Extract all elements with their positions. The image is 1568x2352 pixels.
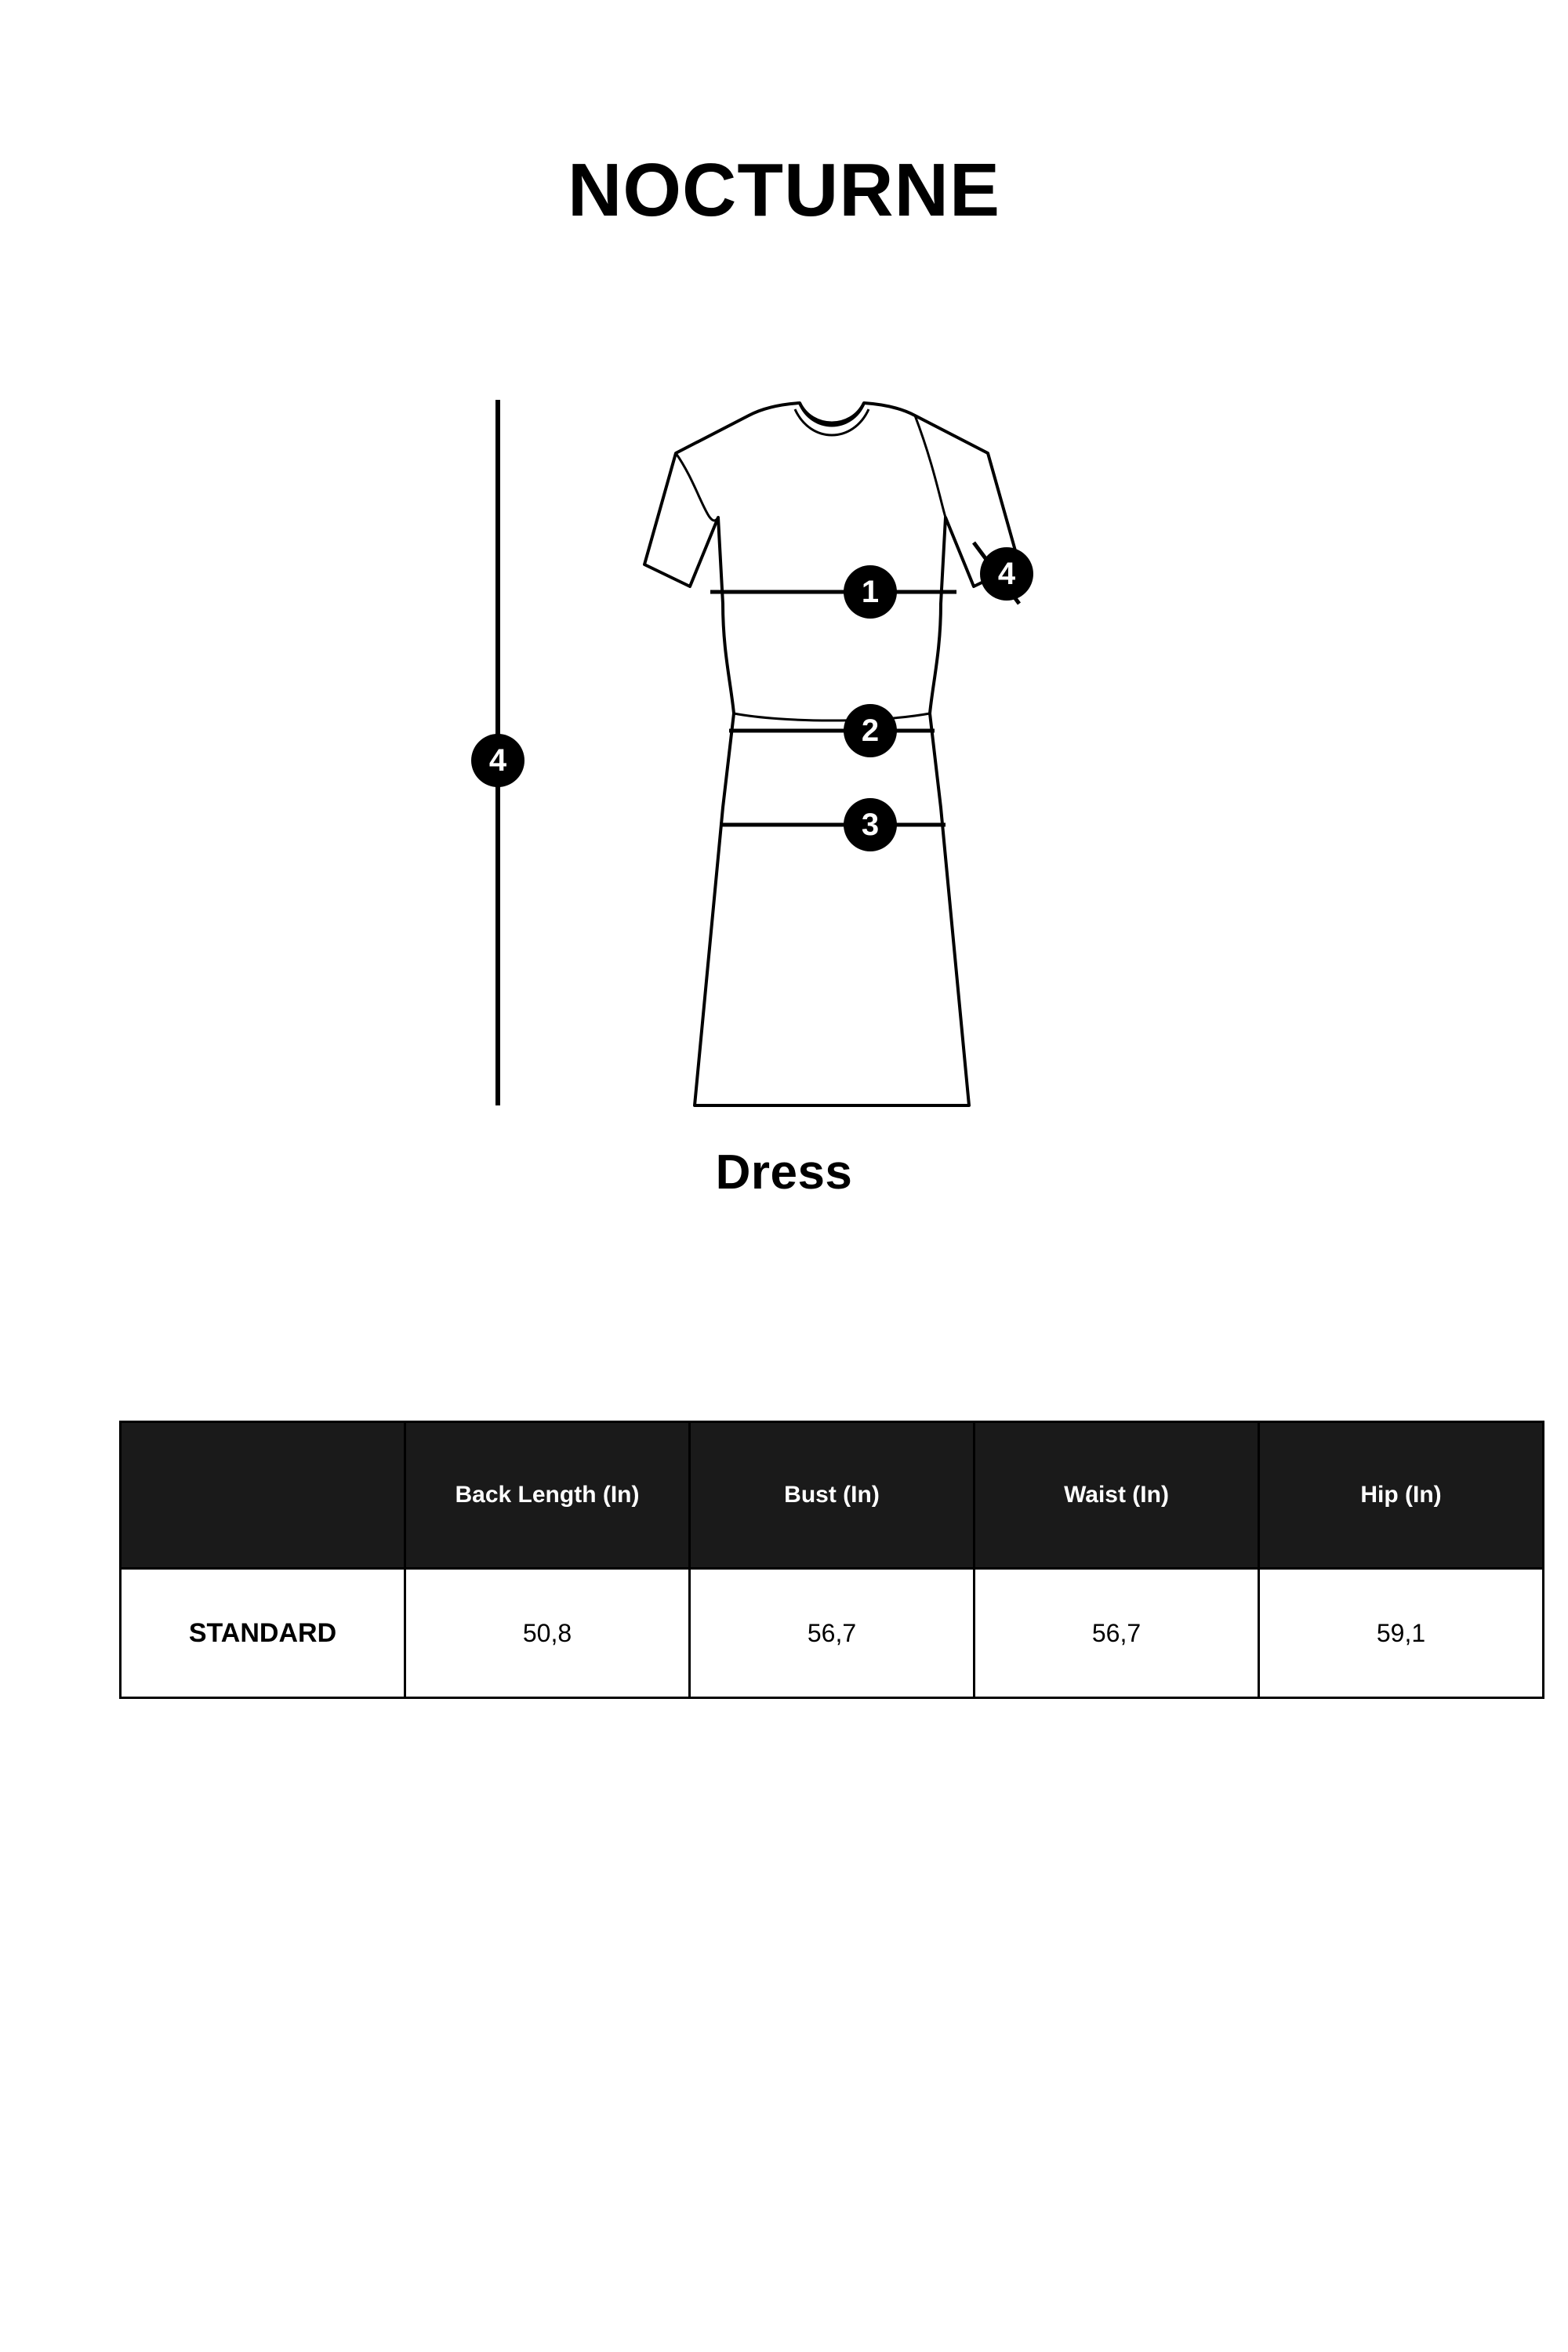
svg-text:4: 4 xyxy=(997,557,1016,591)
brand-title: NOCTURNE xyxy=(568,148,1000,232)
garment-diagram xyxy=(392,368,1176,1152)
table-header-waist: Waist (In) xyxy=(975,1422,1259,1569)
marker-badge-4-back-length xyxy=(471,734,524,787)
row-label-standard: STANDARD xyxy=(121,1569,405,1698)
size-chart-table xyxy=(119,1421,1544,1699)
marker-badge-3 xyxy=(844,798,897,851)
marker-badge-2 xyxy=(844,704,897,757)
table-header-row xyxy=(121,1422,1544,1569)
svg-text:1: 1 xyxy=(861,575,880,609)
svg-text:3: 3 xyxy=(861,808,880,842)
cell-waist: 56,7 xyxy=(975,1569,1259,1698)
table-header-bust: Bust (In) xyxy=(690,1422,975,1569)
table-body xyxy=(121,1569,1544,1698)
marker-badge-4-sleeve xyxy=(980,547,1033,601)
table-header xyxy=(121,1422,1544,1569)
marker-badge-1 xyxy=(844,565,897,619)
cell-back-length: 50,8 xyxy=(405,1569,690,1698)
cell-bust: 56,7 xyxy=(690,1569,975,1698)
table-header-corner xyxy=(121,1422,405,1569)
svg-text:2: 2 xyxy=(861,713,880,748)
table-header-back-length: Back Length (In) xyxy=(405,1422,690,1569)
cell-hip: 59,1 xyxy=(1259,1569,1544,1698)
table-row xyxy=(121,1569,1544,1698)
garment-label: Dress xyxy=(715,1145,853,1200)
svg-text:4: 4 xyxy=(488,743,507,778)
table-header-hip: Hip (In) xyxy=(1259,1422,1544,1569)
dress-outline xyxy=(644,403,1019,1105)
dress-technical-drawing xyxy=(392,368,1176,1152)
